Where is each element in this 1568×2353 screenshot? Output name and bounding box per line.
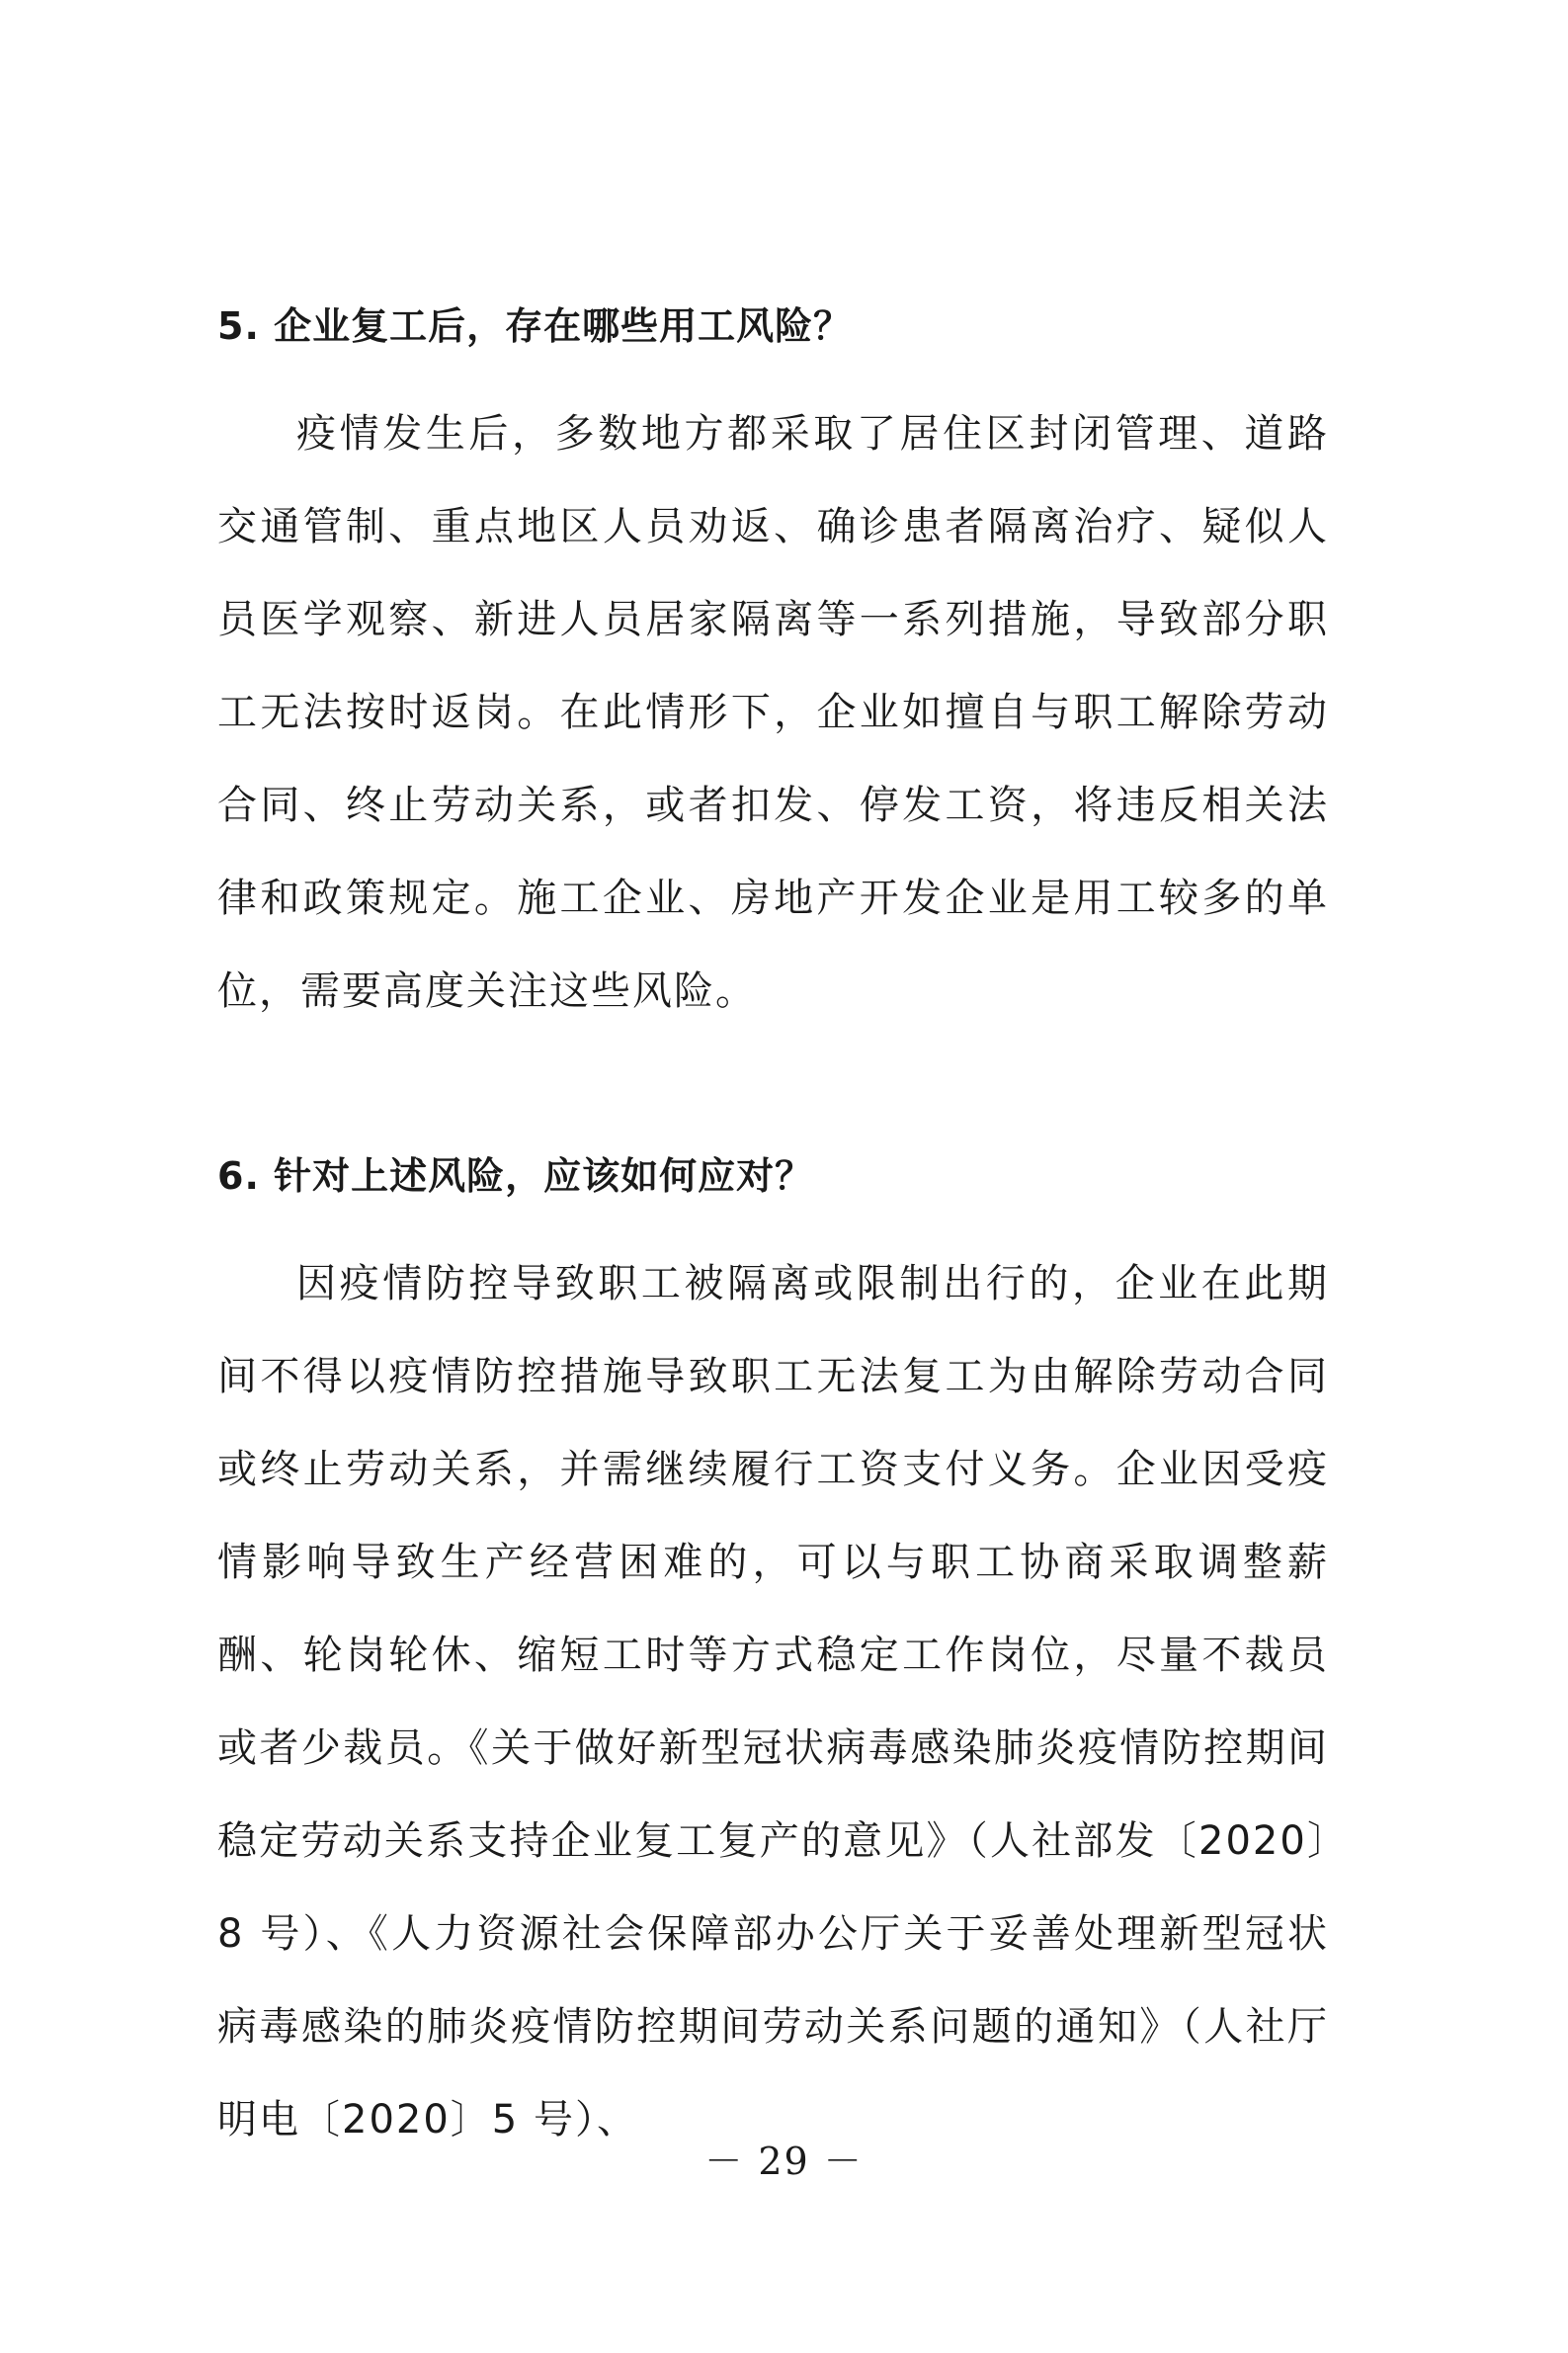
section-heading: 5. 企业复工后，存在哪些用工风险？ (217, 304, 853, 348)
section-paragraph: 因疫情防控导致职工被隔离或限制出行的，企业在此期间不得以疫情防控措施导致职工无法复工为由解除劳动合同或终止劳动关系，并需继续履行工资支付义务。企业因受疫情影响导致生产经营困难的，可以与职工协商采取调整薪酬、轮岗轮休、缩短工时等方式稳定工作岗位，尽量不裁员或者少裁员。《关于做好新型冠状病毒感染肺炎疫情防控期间稳定劳动关系支持企业复工复产的意见》（人社部发〔2020〕8 号）、《人力资源社会保障部办公厅关于妥善处理新型冠状病毒感染的肺炎疫情防控期间劳动关系问题的通知》（人社厅明电〔2020〕5 号）、 (217, 1261, 1329, 2143)
section-paragraph: 疫情发生后，多数地方都采取了居住区封闭管理、道路交通管制、重点地区人员劝返、确诊患者隔离治疗、疑似人员医学观察、新进人员居家隔离等一系列措施，导致部分职工无法按时返岗。在此情形下，企业如擅自与职工解除劳动合同、终止劳动关系，或者扣发、停发工资，将违反相关法律和政策规定。施工企业、房地产开发企业是用工较多的单位，需要高度关注这些风险。 (217, 411, 1329, 1014)
section-5 (217, 296, 1329, 1038)
page-content (217, 296, 1329, 2166)
page-number: － 29 － (704, 2140, 864, 2183)
section-6 (217, 1146, 1329, 2166)
section-heading: 6. 针对上述风险，应该如何应对？ (217, 1154, 814, 1198)
